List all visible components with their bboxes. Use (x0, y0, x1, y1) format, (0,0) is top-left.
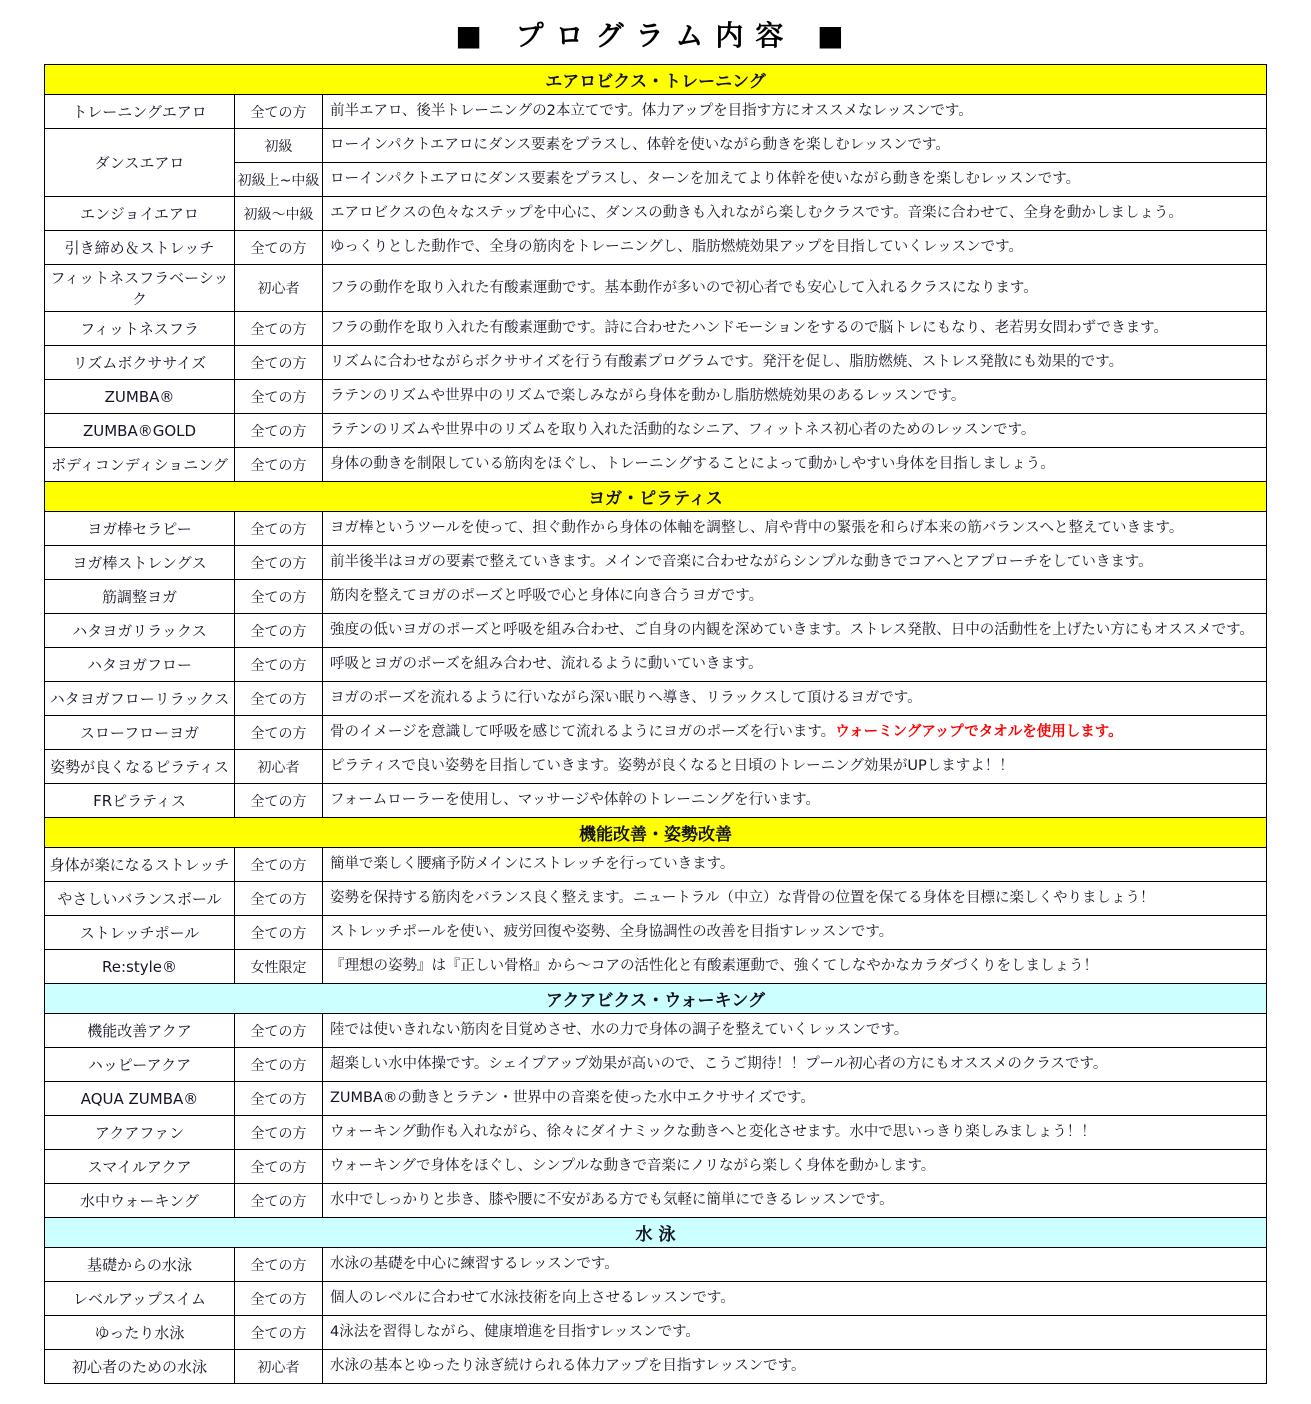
program-description: フラの動作を取り入れた有酸素運動です。基本動作が多いので初心者でも安心して入れるクラスになります。 (330, 279, 1038, 296)
program-row (45, 312, 1267, 346)
program-name: フィットネスフラベーシック (45, 265, 235, 312)
program-name: Re:style® (45, 950, 235, 984)
program-description-cell (323, 1150, 1267, 1184)
program-table-body (45, 65, 1267, 1384)
program-description: 筋肉を整えてヨガのポーズと呼吸で心と身体に向き合うヨガです。 (330, 588, 764, 605)
program-row (45, 414, 1267, 448)
program-row (45, 648, 1267, 682)
program-name: 身体が楽になるストレッチ (45, 848, 235, 882)
program-level: 初心者 (235, 750, 323, 784)
program-name: 機能改善アクア (45, 1014, 235, 1048)
program-level: 全ての方 (235, 1248, 323, 1282)
program-row (45, 546, 1267, 580)
program-row (45, 682, 1267, 716)
program-description: ウォーキング動作も入れながら、徐々にダイナミックな動きへと変化させます。水中で思いっきり楽しみましょう！！ (330, 1124, 1096, 1141)
program-description: 超楽しい水中体操です。シェイプアップ効果が高いので、こうご期待！！プール初心者の方にもオススメのクラスです。 (330, 1056, 1108, 1073)
program-description-cell (323, 1014, 1267, 1048)
program-level: 全ての方 (235, 1014, 323, 1048)
program-description-cell (323, 916, 1267, 950)
program-description: ローインパクトエアロにダンス要素をプラスし、ターンを加えてより体幹を使いながら動きを楽しむレッスンです。 (330, 171, 1081, 188)
program-row (45, 916, 1267, 950)
program-name: AQUA ZUMBA® (45, 1082, 235, 1116)
program-description-cell (323, 682, 1267, 716)
program-description: ヨガのポーズを流れるように行いながら深い眠りへ導き、リラックスして頂けるヨガです。 (330, 690, 922, 707)
program-row (45, 512, 1267, 546)
program-name: ZUMBA® (45, 380, 235, 414)
program-description: 水泳の基礎を中心に練習するレッスンです。 (330, 1256, 619, 1273)
program-description: 前半後半はヨガの要素で整えていきます。メインで音楽に合わせながらシンプルな動きでコアへとアプローチをしていきます。 (330, 554, 1153, 571)
program-row (45, 1116, 1267, 1150)
program-name: フィットネスフラ (45, 312, 235, 346)
program-description-cell (323, 784, 1267, 818)
program-name: 引き締め＆ストレッチ (45, 231, 235, 265)
program-level: 全ての方 (235, 916, 323, 950)
program-description-cell (323, 1248, 1267, 1282)
program-name: ゆったり水泳 (45, 1316, 235, 1350)
program-description: 簡単で楽しく腰痛予防メインにストレッチを行っていきます。 (330, 856, 735, 873)
program-name: ヨガ棒セラピー (45, 512, 235, 546)
program-row (45, 614, 1267, 648)
program-name: 水中ウォーキング (45, 1184, 235, 1218)
section-title: 水 泳 (45, 1218, 1267, 1248)
program-description: 姿勢を保持する筋肉をバランス良く整えます。ニュートラル（中立）な背骨の位置を保てる身体を目標に楽しくやりましょう！ (330, 890, 1155, 907)
program-row (45, 265, 1267, 312)
program-name: アクアファン (45, 1116, 235, 1150)
program-name: スマイルアクア (45, 1150, 235, 1184)
program-name: レベルアップスイム (45, 1282, 235, 1316)
section-title: 機能改善・姿勢改善 (45, 818, 1267, 848)
program-level: 全ての方 (235, 346, 323, 380)
program-description-cell (323, 614, 1267, 648)
program-description-cell (323, 1184, 1267, 1218)
program-description-cell (323, 1316, 1267, 1350)
program-level: 全ての方 (235, 1316, 323, 1350)
program-name: 姿勢が良くなるピラティス (45, 750, 235, 784)
program-name: 基礎からの水泳 (45, 1248, 235, 1282)
program-row (45, 1282, 1267, 1316)
program-name: ハタヨガフロー (45, 648, 235, 682)
program-description: フラの動作を取り入れた有酸素運動です。詩に合わせたハンドモーションをするので脳トレにもなり、老若男女問わずできます。 (330, 320, 1168, 337)
section-title: ヨガ・ピラティス (45, 482, 1267, 512)
program-level: 初級 (235, 129, 323, 163)
program-description: 水泳の基本とゆったり泳ぎ続けられる体力アップを目指すレッスンです。 (330, 1358, 806, 1375)
program-description-cell (323, 414, 1267, 448)
program-level: 全ての方 (235, 784, 323, 818)
program-description-cell (323, 231, 1267, 265)
program-level: 全ての方 (235, 1048, 323, 1082)
program-description-cell (323, 648, 1267, 682)
program-level: 全ての方 (235, 614, 323, 648)
program-level: 全ての方 (235, 231, 323, 265)
program-description: ピラティスで良い姿勢を目指していきます。姿勢が良くなると日頃のトレーニング効果がUPしますよ！！ (330, 758, 1014, 775)
program-row (45, 950, 1267, 984)
program-level: 全ての方 (235, 648, 323, 682)
program-description-cell (323, 1048, 1267, 1082)
program-description-cell (323, 95, 1267, 129)
program-description-cell (323, 265, 1267, 312)
section-title: アクアビクス・ウォーキング (45, 984, 1267, 1014)
program-level: 女性限定 (235, 950, 323, 984)
program-name: ストレッチポール (45, 916, 235, 950)
program-name: ボディコンディショニング (45, 448, 235, 482)
program-description: ゆっくりとした動作で、全身の筋肉をトレーニングし、脂肪燃焼効果アップを目指していくレッスンです。 (330, 239, 1023, 256)
program-description: 強度の低いヨガのポーズと呼吸を組み合わせ、ご自身の内観を深めていきます。ストレス発散、日中の活動性を上げたい方にもオススメです。 (330, 622, 1254, 639)
program-name: FRピラティス (45, 784, 235, 818)
section-header-row (45, 482, 1267, 512)
program-level: 全ての方 (235, 95, 323, 129)
section-header-row (45, 984, 1267, 1014)
program-name: やさしいバランスボール (45, 882, 235, 916)
program-description: 水中でしっかりと歩き、膝や腰に不安がある方でも気軽に簡単にできるレッスンです。 (330, 1192, 894, 1209)
program-name: 初心者のための水泳 (45, 1350, 235, 1384)
section-header-row (45, 1218, 1267, 1248)
program-row (45, 1184, 1267, 1218)
program-description: 身体の動きを制限している筋肉をほぐし、トレーニングすることによって動かしやすい身体を目指しましょう。 (330, 456, 1055, 473)
program-row (45, 716, 1267, 750)
program-description-cell (323, 716, 1267, 750)
program-description: ストレッチポールを使い、疲労回復や姿勢、全身協調性の改善を目指すレッスンです。 (330, 924, 894, 941)
program-row (45, 848, 1267, 882)
program-level: 全ての方 (235, 882, 323, 916)
section-header-row (45, 65, 1267, 95)
program-description-cell (323, 1082, 1267, 1116)
program-description: 呼吸とヨガのポーズを組み合わせ、流れるように動いていきます。 (330, 656, 763, 673)
program-description: ウォーキングで身体をほぐし、シンプルな動きで音楽にノリながら楽しく身体を動かします。 (330, 1158, 936, 1175)
program-level: 初心者 (235, 265, 323, 312)
program-description-cell (323, 848, 1267, 882)
program-description: ZUMBA®の動きとラテン・世界中の音楽を使った水中エクササイズです。 (330, 1090, 815, 1107)
program-description-cell (323, 546, 1267, 580)
program-level: 全ての方 (235, 448, 323, 482)
program-name: スローフローヨガ (45, 716, 235, 750)
program-name: ハッピーアクア (45, 1048, 235, 1082)
program-level: 全ての方 (235, 1150, 323, 1184)
program-row (45, 231, 1267, 265)
program-row (45, 1150, 1267, 1184)
program-name: エンジョイエアロ (45, 197, 235, 231)
program-name: ZUMBA®GOLD (45, 414, 235, 448)
page-title: ■ プログラム内容 ■ (455, 19, 856, 52)
program-description-cell (323, 750, 1267, 784)
program-description: エアロビクスの色々なステップを中心に、ダンスの動きも入れながら楽しむクラスです。音楽に合わせて、全身を動かしましょう。 (330, 205, 1183, 222)
program-level: 全ての方 (235, 546, 323, 580)
program-description-cell (323, 1116, 1267, 1150)
program-description: フォームローラーを使用し、マッサージや体幹のトレーニングを行います。 (330, 792, 820, 809)
program-description: 4泳法を習得しながら、健康増進を目指すレッスンです。 (330, 1324, 700, 1341)
program-row (45, 380, 1267, 414)
section-header-row (45, 818, 1267, 848)
program-name: リズムボクササイズ (45, 346, 235, 380)
program-level: 全ての方 (235, 1282, 323, 1316)
program-level: 全ての方 (235, 380, 323, 414)
program-row (45, 448, 1267, 482)
program-level: 全ての方 (235, 682, 323, 716)
program-level: 初級～中級 (235, 197, 323, 231)
program-description: 『理想の姿勢』は『正しい骨格』から～コアの活性化と有酸素運動で、強くてしなやかなカラダづくりをしましょう！ (330, 958, 1099, 975)
program-description-cell (323, 882, 1267, 916)
program-level: 全ての方 (235, 1184, 323, 1218)
program-description: リズムに合わせながらボクササイズを行う有酸素プログラムです。発汗を促し、脂肪燃焼、ストレス発散にも効果的です。 (330, 354, 1124, 371)
program-description-cell (323, 580, 1267, 614)
program-description-cell (323, 346, 1267, 380)
program-row (45, 129, 1267, 163)
program-name: 筋調整ヨガ (45, 580, 235, 614)
program-description: 前半エアロ、後半トレーニングの2本立てです。体力アップを目指す方にオススメなレッスンです。 (330, 103, 973, 120)
program-row (45, 346, 1267, 380)
program-description: 個人のレベルに合わせて水泳技術を向上させるレッスンです。 (330, 1290, 735, 1307)
program-level: 全ての方 (235, 414, 323, 448)
program-row (45, 784, 1267, 818)
program-row (45, 750, 1267, 784)
program-description: ヨガ棒というツールを使って、担ぐ動作から身体の体軸を調整し、肩や背中の緊張を和らげ本来の筋バランスへと整えていきます。 (330, 520, 1184, 537)
program-row (45, 1248, 1267, 1282)
program-level: 全ての方 (235, 312, 323, 346)
program-description-cell (323, 448, 1267, 482)
program-description: ローインパクトエアロにダンス要素をプラスし、体幹を使いながら動きを楽しむレッスンです。 (330, 137, 950, 154)
program-description-cell (323, 129, 1267, 163)
program-name: ハタヨガリラックス (45, 614, 235, 648)
program-row (45, 95, 1267, 129)
program-description-cell (323, 1350, 1267, 1384)
program-name: トレーニングエアロ (45, 95, 235, 129)
program-row (45, 197, 1267, 231)
program-row (45, 1014, 1267, 1048)
program-description-red-note: ウォーミングアップでタオルを使用します。 (835, 724, 1123, 741)
program-level: 全ての方 (235, 1116, 323, 1150)
program-level: 全ての方 (235, 580, 323, 614)
program-row (45, 580, 1267, 614)
program-row (45, 882, 1267, 916)
program-description-cell (323, 1282, 1267, 1316)
program-level: 全ての方 (235, 512, 323, 546)
program-row (45, 1350, 1267, 1384)
program-description-cell (323, 197, 1267, 231)
program-level: 全ての方 (235, 1082, 323, 1116)
program-level: 初級上~中級 (235, 163, 323, 197)
program-description: 骨のイメージを意識して呼吸を感じて流れるようにヨガのポーズを行います。 (330, 724, 836, 741)
program-row (45, 1082, 1267, 1116)
program-description: ラテンのリズムや世界中のリズムで楽しみながら身体を動かし脂肪燃焼効果のあるレッスンです。 (330, 388, 966, 405)
program-level: 全ての方 (235, 848, 323, 882)
program-description-cell (323, 950, 1267, 984)
program-row (45, 1048, 1267, 1082)
program-description-cell (323, 380, 1267, 414)
program-description-cell (323, 312, 1267, 346)
program-name: ヨガ棒ストレングス (45, 546, 235, 580)
program-level: 初心者 (235, 1350, 323, 1384)
program-description: 陸では使いきれない筋肉を目覚めさせ、水の力で身体の調子を整えていくレッスンです。 (330, 1022, 909, 1039)
program-description-cell (323, 163, 1267, 197)
program-description-cell (323, 512, 1267, 546)
program-row (45, 1316, 1267, 1350)
section-title: エアロビクス・トレーニング (45, 65, 1267, 95)
program-description: ラテンのリズムや世界中のリズムを取り入れた活動的なシニア、フィットネス初心者のためのレッスンです。 (330, 422, 1036, 439)
program-name: ハタヨガフローリラックス (45, 682, 235, 716)
program-name: ダンスエアロ (45, 129, 235, 197)
program-table (44, 64, 1267, 1384)
program-level: 全ての方 (235, 716, 323, 750)
